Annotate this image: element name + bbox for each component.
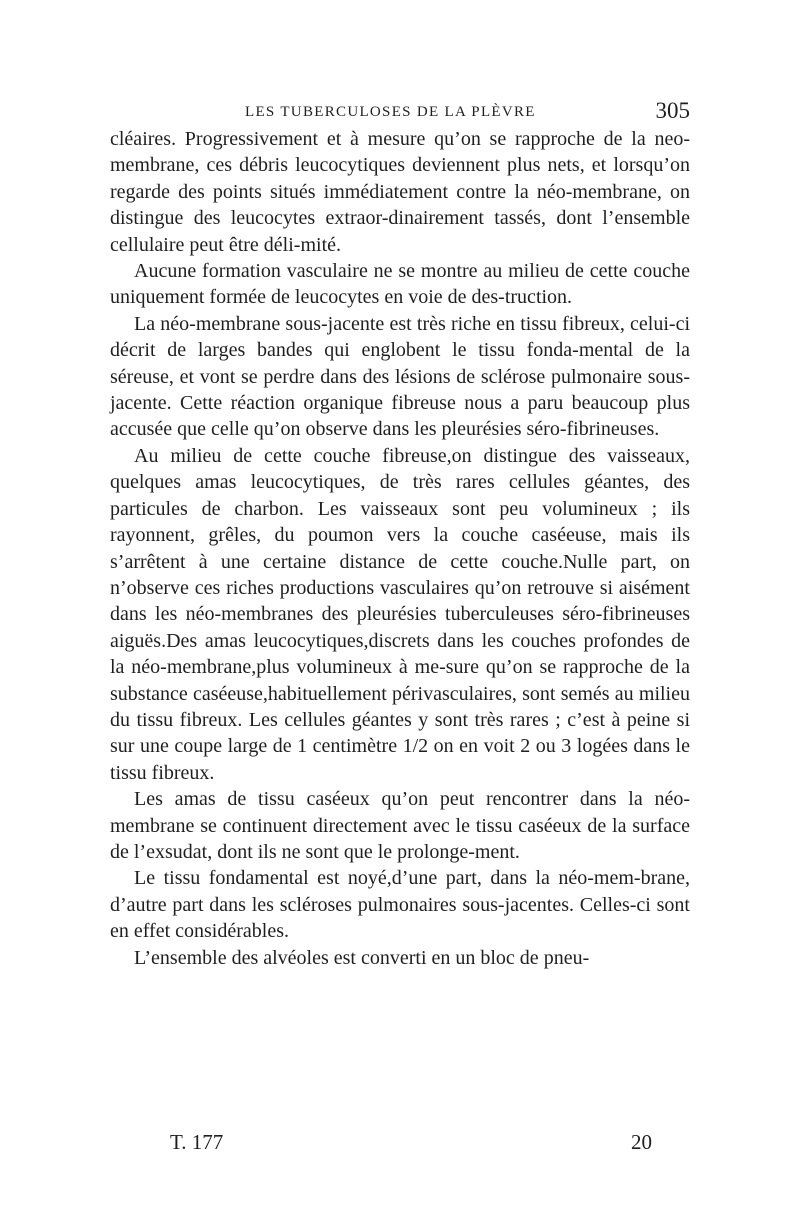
paragraph-1: cléaires. Progressivement et à mesure qu’on se rapproche de la neo-membrane, ces débris leucocytiques deviennent plus nets, et lorsqu’on regarde des points situés immédiatement contre la néo-membrane, on distingue des leucocytes extraor-dinairement tassés, dont l’ensemble cellulaire peut être déli-mité. <box>110 128 690 256</box>
running-head <box>110 98 690 126</box>
paragraph-7: L’ensemble des alvéoles est converti en un bloc de pneu- <box>134 946 590 969</box>
paragraph-2: Aucune formation vasculaire ne se montre au milieu de cette couche uniquement formée de leucocytes en voie de des-truction. <box>110 260 690 309</box>
page-footer <box>170 1130 652 1160</box>
paragraph-6: Le tissu fondamental est noyé,d’une part, dans la néo-mem-brane, d’autre part dans les scléroses pulmonaires sous-jacentes. Celles-ci sont en effet considérables. <box>110 867 690 943</box>
signature-number: 20 <box>631 1130 652 1154</box>
page-number: 305 <box>655 98 690 123</box>
paragraph-3: La néo-membrane sous-jacente est très riche en tissu fibreux, celui-ci décrit de larges bandes qui englobent le tissu fonda-mental de la séreuse, et vont se perdre dans des lésions de sclérose pulmonaire sous-jacente. Cette réaction organique fibreuse nous a paru beaucoup plus accusée que celle qu’on observe dans les pleurésies séro-fibrineuses. <box>110 312 690 441</box>
body-text <box>110 126 690 971</box>
paragraph-5: Les amas de tissu caséeux qu’on peut rencontrer dans la néo-membrane se continuent directement avec le tissu caséeux de la surface de l’exsudat, dont ils ne sont que le prolonge-ment. <box>110 788 690 863</box>
printer-signature: T. 177 <box>170 1130 224 1154</box>
running-head-title: LES TUBERCULOSES DE LA PLÈVRE <box>245 104 536 120</box>
paragraph-4: Au milieu de cette couche fibreuse,on distingue des vaisseaux, quelques amas leucocytiques, de très rares cellules géantes, des particules de charbon. Les vaisseaux sont peu volumineux ; ils rayonnent, grêles, du poumon vers la couche caséeuse, mais ils s’arrêtent à une certaine distance de cette couche.Nulle part, on n’observe ces riches productions vasculaires qu’on retrouve si aisément dans les néo-membranes des pleurésies tuberculeuses séro-fibrineuses aiguës.Des amas leucocytiques,discrets dans les couches profondes de la néo-membrane,plus volumineux à me-sure qu’on se rapproche de la substance caséeuse,habituellement périvasculaires, sont semés au milieu du tissu fibreux. Les cellules géantes y sont très rares ; c’est à peine si sur une coupe large de 1 centimètre 1/2 on en voit 2 ou 3 logées dans le tissu fibreux. <box>110 444 690 784</box>
